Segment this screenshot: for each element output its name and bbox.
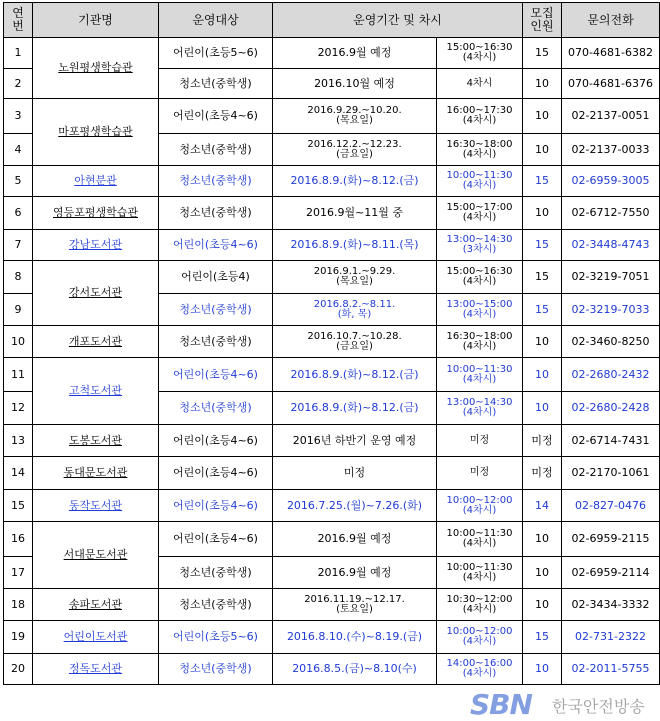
phone-number-text: 02-6959-3005 bbox=[571, 174, 650, 187]
institution-name-text: 동작도서관 bbox=[68, 498, 123, 512]
phone-number-text: 02-2680-2428 bbox=[571, 401, 650, 414]
target-audience bbox=[159, 261, 273, 294]
session-text: 13:00~14:30 (4차시) bbox=[446, 397, 513, 418]
period bbox=[273, 69, 437, 99]
capacity bbox=[523, 522, 562, 557]
institution-name-text: 강서도서관 bbox=[68, 286, 123, 299]
phone-number bbox=[562, 294, 660, 326]
capacity bbox=[523, 490, 562, 522]
phone-number-text: 02-3434-3332 bbox=[571, 597, 650, 611]
capacity-text: 10 bbox=[535, 662, 549, 675]
phone-number bbox=[562, 621, 660, 654]
phone-number-text: 02-2680-2432 bbox=[571, 367, 650, 381]
watermark-mark: SBN bbox=[470, 688, 532, 721]
institution-name bbox=[33, 654, 159, 685]
institution-name-text: 고척도서관 bbox=[68, 384, 123, 397]
phone-number-text: 02-2011-5755 bbox=[571, 662, 650, 675]
institution-name bbox=[33, 490, 159, 522]
capacity-text: 10 bbox=[535, 597, 549, 611]
phone-number bbox=[562, 654, 660, 685]
session bbox=[437, 557, 523, 589]
period bbox=[273, 490, 437, 522]
row-number bbox=[4, 457, 33, 490]
capacity-text: 15 bbox=[535, 238, 549, 251]
table-row bbox=[4, 261, 660, 294]
target-audience-text: 어린이(초등4~6) bbox=[173, 238, 258, 251]
session bbox=[437, 230, 523, 261]
capacity-text: 미정 bbox=[531, 466, 553, 479]
program-table bbox=[3, 2, 660, 685]
session-text: 10:00~11:30 (4차시) bbox=[446, 170, 513, 191]
capacity-text: 10 bbox=[535, 565, 549, 579]
target-audience bbox=[159, 621, 273, 654]
table-row bbox=[4, 326, 660, 358]
institution-name-text: 서대문도서관 bbox=[63, 548, 128, 561]
header-row bbox=[4, 3, 660, 38]
institution-name-text: 마포평생학습관 bbox=[58, 125, 133, 138]
period bbox=[273, 425, 437, 457]
period bbox=[273, 654, 437, 685]
target-audience bbox=[159, 197, 273, 230]
institution-name-text: 송파도서관 bbox=[68, 597, 123, 611]
target-audience bbox=[159, 69, 273, 99]
session bbox=[437, 166, 523, 197]
phone-number-text: 02-6714-7431 bbox=[571, 433, 650, 447]
target-audience-text: 어린이(초등4~6) bbox=[173, 109, 258, 122]
capacity bbox=[523, 457, 562, 490]
phone-number-text: 02-2170-1061 bbox=[571, 466, 650, 479]
phone-number-text: 02-3460-8250 bbox=[571, 334, 650, 348]
header-institution: 기관명 bbox=[33, 3, 159, 38]
period-text: 2016.10.7.~10.28. (금요일) bbox=[307, 330, 402, 352]
capacity-text: 15 bbox=[535, 270, 549, 283]
capacity-text: 10 bbox=[535, 206, 549, 219]
row-number bbox=[4, 425, 33, 457]
phone-number-text: 02-3219-7051 bbox=[571, 270, 650, 283]
capacity bbox=[523, 557, 562, 589]
session bbox=[437, 69, 523, 99]
target-audience-text: 어린이(초등4~6) bbox=[173, 532, 258, 545]
row-number bbox=[4, 197, 33, 230]
row-number-text: 1 bbox=[14, 46, 22, 59]
phone-number-text: 02-6712-7550 bbox=[571, 206, 650, 219]
phone-number bbox=[562, 69, 660, 99]
session-text: 10:00~11:30 (4차시) bbox=[446, 528, 513, 549]
session-text: 10:00~12:00 (4차시) bbox=[446, 626, 513, 647]
target-audience bbox=[159, 522, 273, 557]
row-number bbox=[4, 326, 33, 358]
institution-name bbox=[33, 99, 159, 166]
row-number-text: 18 bbox=[11, 597, 25, 611]
period bbox=[273, 99, 437, 134]
phone-number-text: 02-2137-0051 bbox=[571, 109, 650, 122]
header-target: 운영대상 bbox=[159, 3, 273, 38]
session-text: 15:00~16:30 (4차시) bbox=[446, 266, 513, 287]
session bbox=[437, 457, 523, 490]
table-row bbox=[4, 522, 660, 557]
row-number bbox=[4, 654, 33, 685]
target-audience-text: 청소년(중학생) bbox=[179, 174, 252, 187]
phone-number bbox=[562, 425, 660, 457]
target-audience bbox=[159, 230, 273, 261]
session-text: 미정 bbox=[469, 467, 490, 478]
capacity bbox=[523, 261, 562, 294]
row-number bbox=[4, 358, 33, 392]
target-audience bbox=[159, 557, 273, 589]
phone-number-text: 02-2137-0033 bbox=[571, 142, 650, 156]
period-text: 2016.9월 예정 bbox=[317, 565, 392, 579]
row-number-text: 16 bbox=[11, 532, 25, 545]
session-text: 4차시 bbox=[466, 77, 493, 89]
capacity-text: 14 bbox=[535, 498, 549, 512]
target-audience bbox=[159, 490, 273, 522]
period bbox=[273, 261, 437, 294]
institution-name-text: 노원평생학습관 bbox=[58, 61, 133, 74]
session-text: 10:00~11:30 (4차시) bbox=[446, 363, 513, 385]
period-text: 2016.9월~11월 중 bbox=[305, 206, 404, 219]
period-text: 2016.9.29.~10.20. (목요일) bbox=[307, 105, 402, 126]
session bbox=[437, 38, 523, 69]
phone-number bbox=[562, 99, 660, 134]
capacity bbox=[523, 326, 562, 358]
phone-number bbox=[562, 134, 660, 166]
target-audience-text: 청소년(중학생) bbox=[179, 302, 252, 316]
row-number-text: 13 bbox=[11, 433, 25, 447]
period-text: 2016년 하반기 운영 예정 bbox=[292, 433, 417, 447]
capacity-text: 15 bbox=[535, 46, 549, 59]
target-audience bbox=[159, 589, 273, 621]
institution-name-text: 강남도서관 bbox=[68, 238, 123, 251]
row-number-text: 7 bbox=[14, 238, 22, 251]
capacity-text: 10 bbox=[535, 532, 549, 545]
capacity bbox=[523, 392, 562, 425]
row-number bbox=[4, 99, 33, 134]
capacity bbox=[523, 358, 562, 392]
watermark-text: 한국안전방송 bbox=[552, 697, 645, 716]
phone-number bbox=[562, 589, 660, 621]
table-row bbox=[4, 654, 660, 685]
capacity bbox=[523, 38, 562, 69]
phone-number bbox=[562, 490, 660, 522]
phone-number bbox=[562, 38, 660, 69]
target-audience bbox=[159, 294, 273, 326]
row-number bbox=[4, 621, 33, 654]
row-number bbox=[4, 166, 33, 197]
phone-number bbox=[562, 457, 660, 490]
period-text: 2016.10월 예정 bbox=[314, 76, 395, 90]
period bbox=[273, 457, 437, 490]
institution-name bbox=[33, 197, 159, 230]
institution-name bbox=[33, 261, 159, 326]
row-number-text: 2 bbox=[14, 76, 22, 90]
target-audience bbox=[159, 38, 273, 69]
institution-name bbox=[33, 425, 159, 457]
target-audience-text: 어린이(초등5~6) bbox=[173, 630, 258, 643]
table-row bbox=[4, 589, 660, 621]
session bbox=[437, 326, 523, 358]
period-text: 2016.12.2.~12.23. (금요일) bbox=[307, 138, 402, 160]
phone-number-text: 02-731-2322 bbox=[575, 630, 646, 643]
row-number-text: 5 bbox=[14, 174, 22, 187]
target-audience-text: 청소년(중학생) bbox=[179, 334, 252, 348]
row-number bbox=[4, 261, 33, 294]
target-audience-text: 어린이(초등5~6) bbox=[173, 46, 258, 59]
phone-number bbox=[562, 166, 660, 197]
period bbox=[273, 621, 437, 654]
session bbox=[437, 392, 523, 425]
institution-name bbox=[33, 522, 159, 589]
row-number bbox=[4, 294, 33, 326]
header-phone: 문의전화 bbox=[562, 3, 660, 38]
header-no: 연 번 bbox=[4, 3, 33, 38]
capacity-text: 10 bbox=[535, 334, 549, 348]
capacity-text: 15 bbox=[535, 302, 549, 316]
period-text: 2016.8.10.(수)~8.19.(금) bbox=[286, 630, 423, 643]
period-text: 2016.8.9.(화)~8.12.(금) bbox=[290, 174, 419, 187]
period bbox=[273, 557, 437, 589]
period bbox=[273, 38, 437, 69]
session bbox=[437, 589, 523, 621]
row-number bbox=[4, 490, 33, 522]
session bbox=[437, 294, 523, 326]
table-row bbox=[4, 457, 660, 490]
capacity-text: 10 bbox=[535, 109, 549, 122]
period-text: 2016.11.19.~12.17. (토요일) bbox=[304, 593, 405, 615]
phone-number bbox=[562, 261, 660, 294]
row-number-text: 15 bbox=[11, 498, 25, 512]
capacity bbox=[523, 99, 562, 134]
session-text: 16:30~18:00 (4차시) bbox=[446, 330, 513, 352]
institution-name bbox=[33, 589, 159, 621]
target-audience bbox=[159, 457, 273, 490]
table-row bbox=[4, 621, 660, 654]
institution-name bbox=[33, 326, 159, 358]
phone-number-text: 02-3448-4743 bbox=[571, 238, 650, 251]
table-row bbox=[4, 99, 660, 134]
target-audience bbox=[159, 358, 273, 392]
capacity bbox=[523, 230, 562, 261]
session-text: 15:00~16:30 (4차시) bbox=[446, 42, 513, 63]
target-audience bbox=[159, 654, 273, 685]
target-audience-text: 청소년(중학생) bbox=[179, 565, 252, 579]
row-number-text: 20 bbox=[11, 662, 25, 675]
session bbox=[437, 621, 523, 654]
table-row bbox=[4, 230, 660, 261]
institution-name-text: 동대문도서관 bbox=[63, 466, 128, 479]
target-audience-text: 청소년(중학생) bbox=[179, 142, 252, 156]
target-audience-text: 어린이(초등4~6) bbox=[173, 433, 258, 447]
period bbox=[273, 522, 437, 557]
capacity-text: 10 bbox=[535, 367, 549, 381]
period-text: 2016.8.2.~8.11. (화, 목) bbox=[313, 298, 396, 320]
target-audience bbox=[159, 99, 273, 134]
row-number bbox=[4, 69, 33, 99]
target-audience-text: 어린이(초등4~6) bbox=[173, 498, 258, 512]
phone-number bbox=[562, 197, 660, 230]
row-number-text: 6 bbox=[14, 206, 22, 219]
row-number-text: 10 bbox=[11, 334, 25, 348]
phone-number-text: 02-6959-2115 bbox=[571, 532, 650, 545]
target-audience-text: 청소년(중학생) bbox=[179, 597, 252, 611]
table-row bbox=[4, 166, 660, 197]
session-text: 13:00~15:00 (4차시) bbox=[446, 298, 513, 320]
institution-name-text: 정독도서관 bbox=[68, 662, 123, 675]
session-text: 16:30~18:00 (4차시) bbox=[446, 138, 513, 160]
phone-number-text: 02-3219-7033 bbox=[571, 302, 650, 316]
target-audience-text: 어린이(초등4~6) bbox=[173, 367, 258, 381]
table-row bbox=[4, 490, 660, 522]
table-row bbox=[4, 425, 660, 457]
row-number-text: 17 bbox=[11, 565, 25, 579]
capacity-text: 10 bbox=[535, 76, 549, 90]
session-text: 14:00~16:00 (4차시) bbox=[446, 658, 513, 679]
capacity bbox=[523, 589, 562, 621]
session bbox=[437, 654, 523, 685]
phone-number-text: 02-6959-2114 bbox=[571, 565, 650, 579]
institution-name-text: 개포도서관 bbox=[68, 334, 123, 348]
phone-number bbox=[562, 358, 660, 392]
session bbox=[437, 358, 523, 392]
institution-name-text: 아현분관 bbox=[74, 174, 117, 187]
target-audience-text: 청소년(중학생) bbox=[179, 206, 252, 219]
phone-number-text: 070-4681-6382 bbox=[568, 46, 653, 59]
session bbox=[437, 99, 523, 134]
table-row bbox=[4, 358, 660, 392]
target-audience-text: 청소년(중학생) bbox=[179, 401, 252, 414]
capacity bbox=[523, 425, 562, 457]
period-text: 2016.7.25.(월)~7.26.(화) bbox=[286, 498, 423, 512]
row-number-text: 4 bbox=[14, 142, 22, 156]
row-number-text: 12 bbox=[11, 401, 25, 414]
row-number-text: 9 bbox=[14, 302, 22, 316]
session-text: 16:00~17:30 (4차시) bbox=[446, 105, 513, 126]
row-number-text: 8 bbox=[14, 270, 22, 283]
phone-number bbox=[562, 522, 660, 557]
period bbox=[273, 294, 437, 326]
row-number-text: 14 bbox=[11, 466, 25, 479]
session bbox=[437, 197, 523, 230]
capacity bbox=[523, 197, 562, 230]
period-text: 미정 bbox=[343, 466, 366, 479]
session-text: 미정 bbox=[469, 434, 490, 446]
institution-name-text: 도봉도서관 bbox=[68, 433, 123, 447]
capacity bbox=[523, 134, 562, 166]
session bbox=[437, 134, 523, 166]
period bbox=[273, 392, 437, 425]
capacity bbox=[523, 294, 562, 326]
session bbox=[437, 425, 523, 457]
institution-name bbox=[33, 230, 159, 261]
target-audience bbox=[159, 134, 273, 166]
period-text: 2016.8.9.(화)~8.12.(금) bbox=[290, 367, 419, 381]
row-number bbox=[4, 38, 33, 69]
table-row bbox=[4, 38, 660, 69]
row-number-text: 11 bbox=[11, 367, 25, 381]
institution-name-text: 영등포평생학습관 bbox=[52, 206, 138, 219]
session-text: 13:00~14:30 (3차시) bbox=[446, 234, 513, 255]
period bbox=[273, 197, 437, 230]
capacity-text: 미정 bbox=[531, 433, 553, 447]
capacity-text: 10 bbox=[535, 401, 549, 414]
row-number bbox=[4, 134, 33, 166]
target-audience-text: 어린이(초등4) bbox=[181, 270, 250, 283]
session bbox=[437, 261, 523, 294]
phone-number-text: 02-827-0476 bbox=[575, 498, 646, 512]
target-audience-text: 어린이(초등4~6) bbox=[173, 466, 258, 479]
period-text: 2016.9월 예정 bbox=[317, 532, 392, 545]
row-number bbox=[4, 589, 33, 621]
row-number bbox=[4, 557, 33, 589]
capacity-text: 10 bbox=[535, 142, 549, 156]
capacity bbox=[523, 69, 562, 99]
period-text: 2016.9월 예정 bbox=[317, 46, 392, 59]
target-audience bbox=[159, 326, 273, 358]
session-text: 10:00~11:30 (4차시) bbox=[446, 561, 513, 583]
period-text: 2016.8.5.(금)~8.10(수) bbox=[292, 662, 417, 675]
period bbox=[273, 358, 437, 392]
institution-name bbox=[33, 358, 159, 425]
capacity-text: 15 bbox=[535, 630, 549, 643]
period-text: 2016.8.9.(화)~8.12.(금) bbox=[290, 401, 419, 414]
phone-number bbox=[562, 326, 660, 358]
target-audience-text: 청소년(중학생) bbox=[179, 76, 252, 90]
phone-number bbox=[562, 392, 660, 425]
session bbox=[437, 490, 523, 522]
row-number bbox=[4, 392, 33, 425]
capacity bbox=[523, 621, 562, 654]
period bbox=[273, 134, 437, 166]
phone-number bbox=[562, 557, 660, 589]
period bbox=[273, 230, 437, 261]
target-audience-text: 청소년(중학생) bbox=[179, 662, 252, 675]
target-audience bbox=[159, 166, 273, 197]
institution-name-text: 어린이도서관 bbox=[63, 630, 128, 643]
period-text: 2016.9.1.~9.29. (목요일) bbox=[313, 266, 396, 287]
session-text: 10:00~12:00 (4차시) bbox=[446, 494, 513, 516]
row-number bbox=[4, 230, 33, 261]
capacity bbox=[523, 166, 562, 197]
session-text: 15:00~17:00 (4차시) bbox=[446, 202, 513, 223]
period-text: 2016.8.9.(화)~8.11.(목) bbox=[290, 238, 419, 251]
target-audience bbox=[159, 425, 273, 457]
session bbox=[437, 522, 523, 557]
period bbox=[273, 589, 437, 621]
institution-name bbox=[33, 621, 159, 654]
phone-number-text: 070-4681-6376 bbox=[568, 76, 653, 90]
capacity bbox=[523, 654, 562, 685]
row-number bbox=[4, 522, 33, 557]
header-count: 모집 인원 bbox=[523, 3, 562, 38]
period bbox=[273, 166, 437, 197]
header-period: 운영기간 및 차시 bbox=[273, 3, 523, 38]
institution-name bbox=[33, 166, 159, 197]
capacity-text: 15 bbox=[535, 174, 549, 187]
watermark-logo bbox=[470, 688, 660, 721]
institution-name bbox=[33, 38, 159, 99]
row-number-text: 19 bbox=[11, 630, 25, 643]
period bbox=[273, 326, 437, 358]
session-text: 10:30~12:00 (4차시) bbox=[446, 593, 513, 615]
target-audience bbox=[159, 392, 273, 425]
phone-number bbox=[562, 230, 660, 261]
row-number-text: 3 bbox=[14, 109, 22, 122]
institution-name bbox=[33, 457, 159, 490]
table-row bbox=[4, 197, 660, 230]
